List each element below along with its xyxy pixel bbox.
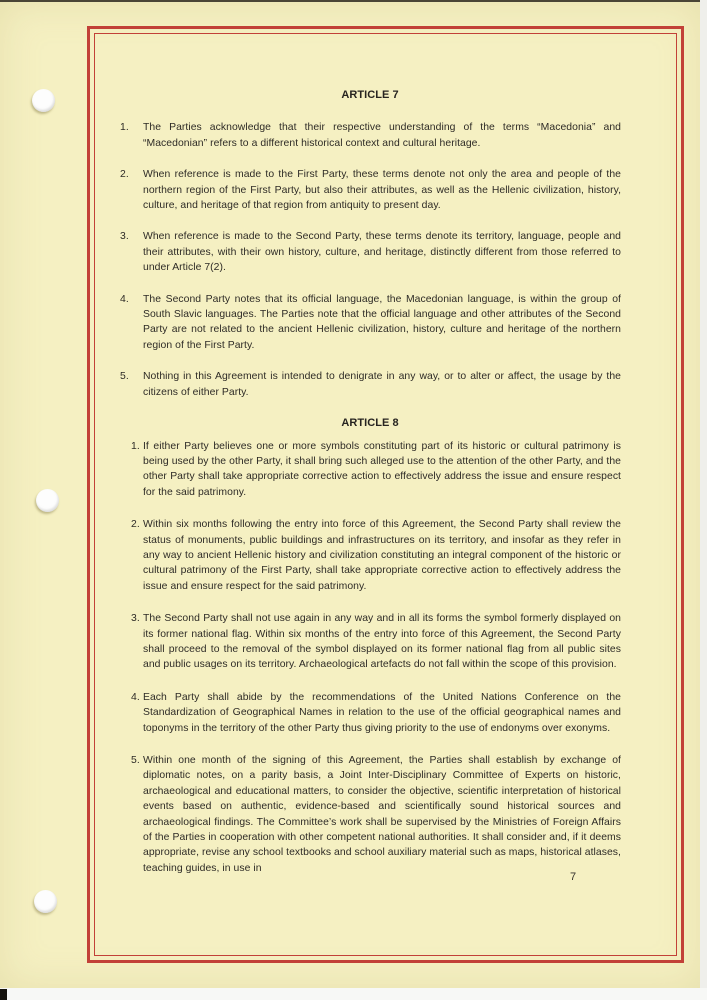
article-7-list: [119, 120, 621, 400]
article-7-item-2: [119, 167, 621, 213]
article-7-heading: ARTICLE 7: [341, 89, 399, 101]
article-8-item-4: [119, 690, 621, 736]
article-8-item-1: [119, 439, 621, 501]
item-text: When reference is made to the First Party, these terms denote not only the area and people of the northern region of the First Party, but also their attributes, as well as the Hellenic civilization, history, culture, and heritage of that region from antiquity to present day.: [143, 169, 621, 212]
item-number: 4.: [131, 691, 140, 703]
punch-hole-middle: [36, 489, 59, 512]
item-text: Within one month of the signing of this Agreement, the Parties shall establish by exchange of diplomatic notes, on a parity basis, a Joint Inter-Disciplinary Committee of Experts on historic, archaeological and educational matters, to consider the objective, scientific interpretation of historical events based on authentic, evidence-based and scientifically sound historical sources and archaeological findings. The Committee’s work shall be supervised by the Ministries of Foreign Affairs of the Parties in cooperation with other competent national authorities. It shall consider and, if it deems appropriate, revise any school textbooks and school auxiliary material such as maps, historical atlases, teaching guides, in use in: [143, 755, 621, 874]
item-number: 3.: [120, 231, 129, 243]
article-8-item-3: [119, 611, 621, 673]
item-text: Within six months following the entry into force of this Agreement, the Second Party shall review the status of monuments, public buildings and infrastructures on its territory, and insofar as they refer in any way to ancient Hellenic history and civilization constituting an integral component of the historic or cultural patrimony of the First Party, shall take appropriate corrective action to effectively address the issue and ensure respect for the said patrimony.: [143, 519, 621, 592]
item-text: Each Party shall abide by the recommendations of the United Nations Conference on the Standardization of Geographical Names in relation to the use of the official geographical names and toponyms in the territory of the other Party thus giving priority to the use of endonyms over exonyms.: [143, 691, 621, 734]
scan-background-bottom: [0, 988, 707, 1000]
article-7-item-4: [119, 292, 621, 354]
item-number: 4.: [120, 293, 129, 305]
item-text: Nothing in this Agreement is intended to denigrate in any way, or to alter or affect, the usage by the citizens of either Party.: [143, 371, 621, 398]
item-number: 2.: [120, 169, 129, 181]
article-8-list: [119, 439, 621, 877]
item-number: 5.: [131, 755, 140, 766]
page-number: 7: [569, 871, 577, 883]
article-7-item-3: [119, 229, 621, 275]
item-number: 2.: [131, 519, 140, 531]
item-text: When reference is made to the Second Party, these terms denote its territory, language, people and their attributes, with their own history, culture, and heritage, distinctly different from those referred to under Article 7(2).: [143, 231, 621, 274]
punch-hole-top: [32, 89, 55, 112]
item-text: The Parties acknowledge that their respective understanding of the terms “Macedonia” and “Macedonian” refers to a different historical context and cultural heritage.: [143, 122, 621, 149]
article-8-item-2: [119, 517, 621, 594]
item-text: If either Party believes one or more symbols constituting part of its historic or cultural patrimony is being used by the other Party, it shall bring such alleged use to the attention of the other Party, and the other Party shall take appropriate corrective action to effectively address the issue and ensure respect for the said patrimony.: [143, 440, 621, 498]
item-number: 1.: [120, 122, 129, 134]
article-7-item-1: [119, 120, 621, 151]
article-8-item-5: [119, 753, 621, 876]
punch-hole-bottom: [34, 890, 57, 913]
article-8-heading: ARTICLE 8: [341, 417, 399, 430]
item-number: 1.: [131, 440, 140, 452]
page-body: [119, 88, 621, 893]
item-text: The Second Party shall not use again in any way and in all its forms the symbol formerly displayed on its former national flag. Within six months of the entry into force of this Agreement, the Second Party shall proceed to the removal of the symbol displayed on its former national flag from all public sites and public usages on its territory. Archaeological artefacts do not fall within the scope of this provision.: [143, 613, 621, 671]
document-page: [0, 2, 700, 988]
item-number: 3.: [131, 613, 140, 625]
scan-background-right: [700, 0, 707, 1000]
scan-corner-mark: [0, 989, 7, 1000]
article-7-item-5: [119, 369, 621, 400]
item-number: 5.: [120, 371, 129, 383]
item-text: The Second Party notes that its official language, the Macedonian language, is within the group of South Slavic languages. The Parties note that the official language and other attributes of the Second Party are not related to the ancient Hellenic civilization, history, culture and heritage of the northern region of the First Party.: [143, 293, 621, 351]
